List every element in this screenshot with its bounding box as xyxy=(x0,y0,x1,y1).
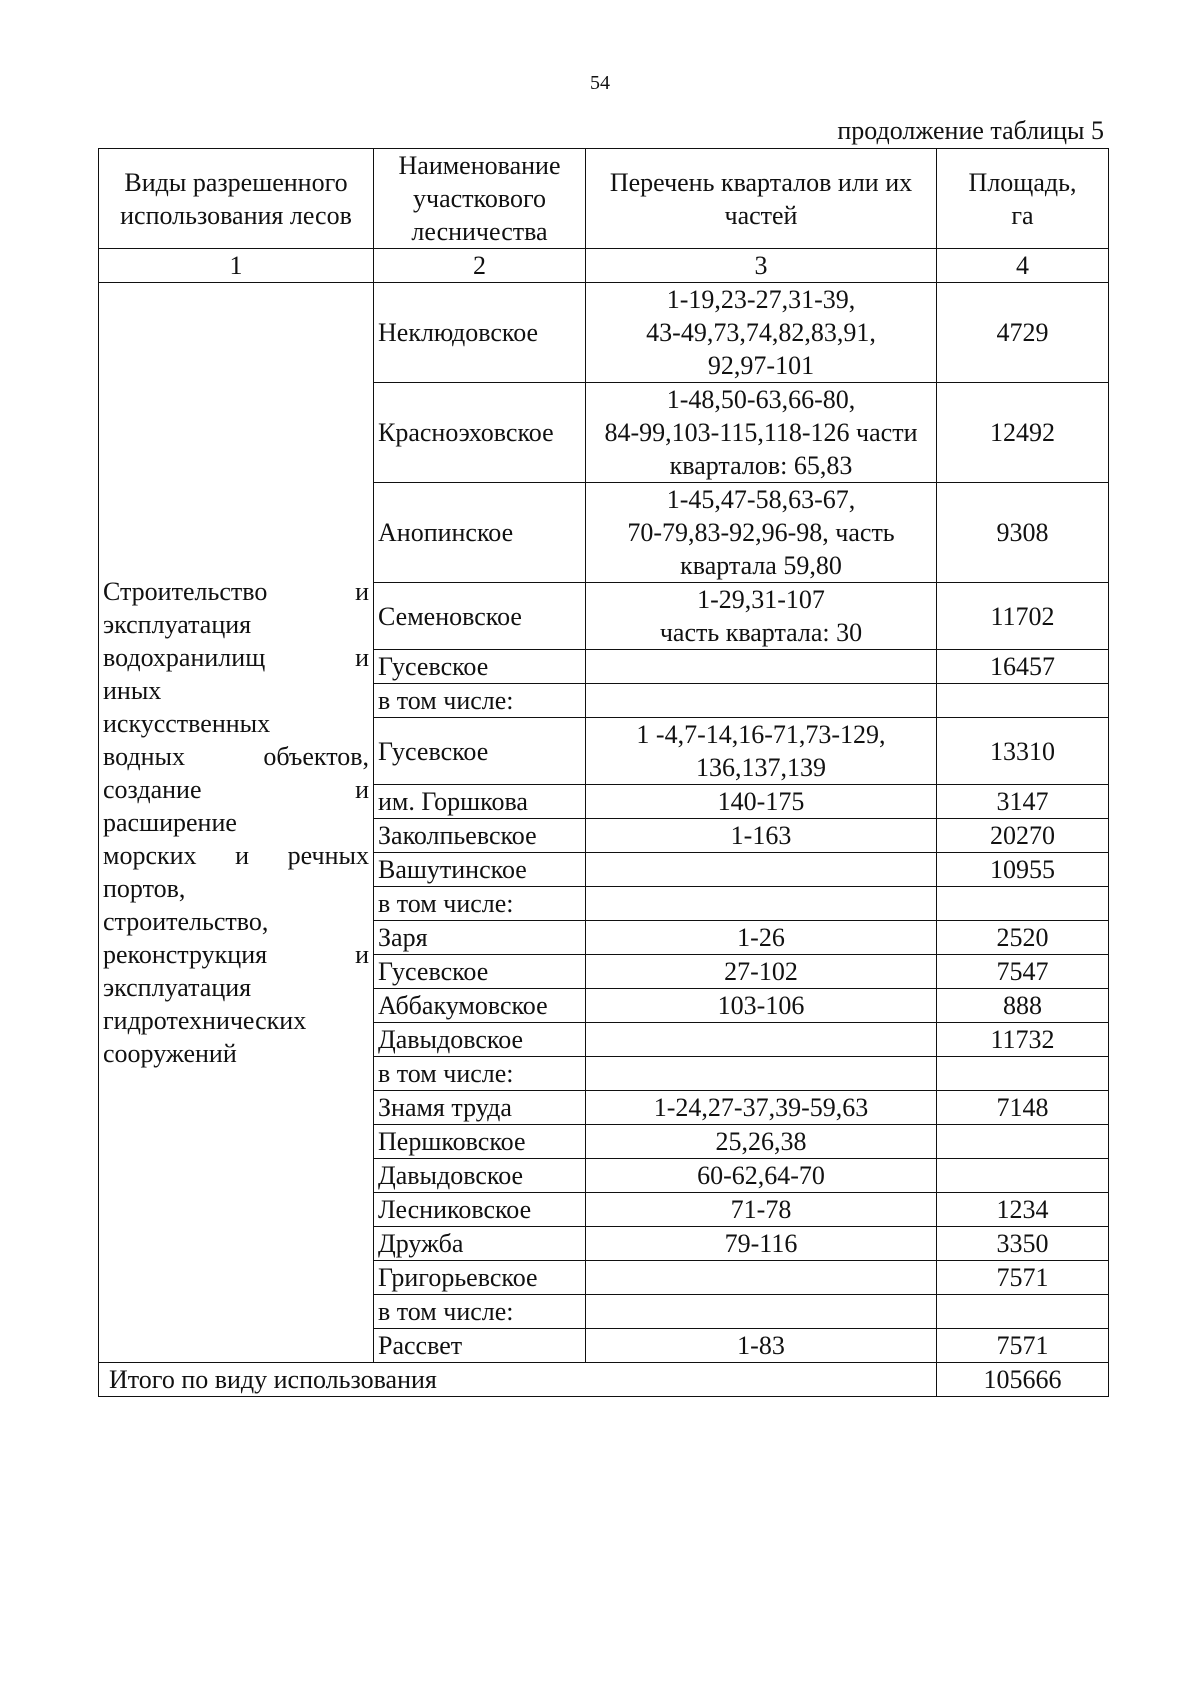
quarters-cell xyxy=(586,283,937,383)
table-continuation-label: продолжение таблицы 5 xyxy=(837,116,1104,145)
quarters-line: 60-62,64-70 xyxy=(697,1161,825,1190)
forestry-name-cell: им. Горшкова xyxy=(374,785,586,819)
forestry-name-cell: Давыдовское xyxy=(374,1023,586,1057)
forestry-name-cell: в том числе: xyxy=(374,887,586,921)
quarters-cell xyxy=(586,1023,937,1057)
quarters-cell xyxy=(586,1329,937,1363)
forestry-name-cell: Давыдовское xyxy=(374,1159,586,1193)
forestry-name-cell: Рассвет xyxy=(374,1329,586,1363)
area-cell: 888 xyxy=(937,989,1109,1023)
quarters-line: 1-26 xyxy=(737,923,785,952)
quarters-line: 25,26,38 xyxy=(715,1127,807,1156)
total-row xyxy=(99,1363,1109,1397)
column-numbers-row xyxy=(99,249,1109,283)
quarters-cell xyxy=(586,650,937,684)
usage-type-line: водохранилищ и xyxy=(103,643,369,672)
forestry-name-cell: Аббакумовское xyxy=(374,989,586,1023)
area-cell: 11732 xyxy=(937,1023,1109,1057)
quarters-line: 1-45,47-58,63-67, xyxy=(666,485,856,514)
total-area: 105666 xyxy=(937,1363,1109,1397)
area-cell: 10955 xyxy=(937,853,1109,887)
usage-type-line: Строительство и xyxy=(103,577,369,606)
quarters-line: кварталов: 65,83 xyxy=(669,451,853,480)
quarters-line: 1-24,27-37,39-59,63 xyxy=(653,1093,869,1122)
area-cell: 7148 xyxy=(937,1091,1109,1125)
forestry-name-cell: Першковское xyxy=(374,1125,586,1159)
quarters-line: 70-79,83-92,96-98, часть xyxy=(627,518,895,547)
quarters-cell xyxy=(586,1091,937,1125)
usage-type-line: морских и речных xyxy=(103,841,369,870)
quarters-line: 43-49,73,74,82,83,91, xyxy=(646,318,876,347)
usage-type-line: иных xyxy=(103,676,162,705)
area-cell xyxy=(937,684,1109,718)
quarters-line: 27-102 xyxy=(724,957,798,986)
quarters-cell xyxy=(586,1193,937,1227)
area-cell: 9308 xyxy=(937,483,1109,583)
quarters-line: 71-78 xyxy=(730,1195,792,1224)
usage-type-line: строительство, xyxy=(103,907,269,936)
quarters-line: квартала 59,80 xyxy=(680,551,842,580)
forestry-name-cell: Знамя труда xyxy=(374,1091,586,1125)
quarters-cell xyxy=(586,1057,937,1091)
area-cell: 7547 xyxy=(937,955,1109,989)
forestry-name-cell: Красноэховское xyxy=(374,383,586,483)
forestry-name-cell: Анопинское xyxy=(374,483,586,583)
usage-type-line: реконструкция и xyxy=(103,940,369,969)
quarters-cell xyxy=(586,1227,937,1261)
area-cell: 11702 xyxy=(937,583,1109,650)
area-cell: 13310 xyxy=(937,718,1109,785)
usage-type-line: эксплуатация xyxy=(103,973,252,1002)
usage-type-line: эксплуатация xyxy=(103,610,252,639)
quarters-line: 1-29,31-107 xyxy=(697,585,825,614)
quarters-cell xyxy=(586,989,937,1023)
quarters-cell xyxy=(586,1261,937,1295)
usage-type-line: портов, xyxy=(103,874,186,903)
quarters-cell xyxy=(586,921,937,955)
quarters-cell xyxy=(586,1295,937,1329)
forestry-name-cell: в том числе: xyxy=(374,1295,586,1329)
area-cell: 16457 xyxy=(937,650,1109,684)
quarters-cell xyxy=(586,483,937,583)
quarters-line: 1-83 xyxy=(737,1331,785,1360)
quarters-cell xyxy=(586,684,937,718)
quarters-cell xyxy=(586,785,937,819)
forestry-name-cell: в том числе: xyxy=(374,1057,586,1091)
forestry-name-cell: Лесниковское xyxy=(374,1193,586,1227)
area-cell: 7571 xyxy=(937,1261,1109,1295)
quarters-cell xyxy=(586,718,937,785)
total-label: Итого по виду использования xyxy=(99,1363,937,1397)
usage-type-line: расширение xyxy=(103,808,237,837)
forestry-name-cell: Григорьевское xyxy=(374,1261,586,1295)
quarters-cell xyxy=(586,1125,937,1159)
forestry-name-cell: Гусевское xyxy=(374,955,586,989)
column-number: 3 xyxy=(586,249,937,283)
area-cell: 12492 xyxy=(937,383,1109,483)
area-cell: 3350 xyxy=(937,1227,1109,1261)
table-row xyxy=(99,283,1109,383)
quarters-cell xyxy=(586,955,937,989)
column-number: 4 xyxy=(937,249,1109,283)
forestry-name-cell: Гусевское xyxy=(374,650,586,684)
area-cell: 20270 xyxy=(937,819,1109,853)
usage-type-line: создание и xyxy=(103,775,369,804)
quarters-line: 79-116 xyxy=(724,1229,798,1258)
quarters-line: 103-106 xyxy=(717,991,805,1020)
column-number: 2 xyxy=(374,249,586,283)
usage-type-cell xyxy=(99,283,374,1363)
quarters-line: 1-19,23-27,31-39, xyxy=(666,285,856,314)
area-cell: 7571 xyxy=(937,1329,1109,1363)
forestry-name-cell: Заря xyxy=(374,921,586,955)
area-cell xyxy=(937,1057,1109,1091)
quarters-line: 1-48,50-63,66-80, xyxy=(666,385,856,414)
quarters-line: 92,97-101 xyxy=(707,351,815,380)
forestry-name-cell: Неклюдовское xyxy=(374,283,586,383)
area-cell xyxy=(937,1125,1109,1159)
quarters-line: часть квартала: 30 xyxy=(659,618,863,647)
forestry-name-cell: Заколпьевское xyxy=(374,819,586,853)
area-cell xyxy=(937,887,1109,921)
header-forestry: Наименование участкового лесничества xyxy=(374,149,586,249)
header-quarters: Перечень кварталов или их частей xyxy=(586,149,937,249)
table-header-row xyxy=(99,149,1109,249)
quarters-line: 136,137,139 xyxy=(696,753,826,782)
quarters-cell xyxy=(586,1159,937,1193)
forestry-name-cell: Дружба xyxy=(374,1227,586,1261)
quarters-cell xyxy=(586,853,937,887)
quarters-cell xyxy=(586,583,937,650)
forestry-name-cell: Семеновское xyxy=(374,583,586,650)
forestry-name-cell: в том числе: xyxy=(374,684,586,718)
forest-usage-table xyxy=(98,148,1109,1397)
area-cell: 2520 xyxy=(937,921,1109,955)
forestry-name-cell: Вашутинское xyxy=(374,853,586,887)
quarters-line: 84-99,103-115,118-126 части xyxy=(604,418,918,447)
usage-type-line: водных объектов, xyxy=(103,742,369,771)
quarters-line: 1 -4,7-14,16-71,73-129, xyxy=(636,720,886,749)
quarters-line: 1-163 xyxy=(730,821,792,850)
usage-type-line: сооружений xyxy=(103,1039,237,1068)
usage-type-line: искусственных xyxy=(103,709,271,738)
quarters-cell xyxy=(586,383,937,483)
column-number: 1 xyxy=(99,249,374,283)
quarters-cell xyxy=(586,819,937,853)
area-cell xyxy=(937,1295,1109,1329)
quarters-line: 140-175 xyxy=(717,787,805,816)
area-cell xyxy=(937,1159,1109,1193)
quarters-cell xyxy=(586,887,937,921)
forestry-name-cell: Гусевское xyxy=(374,718,586,785)
header-area: Площадь, га xyxy=(937,149,1109,249)
area-cell: 1234 xyxy=(937,1193,1109,1227)
usage-type-line: гидротехнических xyxy=(103,1006,307,1035)
page-number: 54 xyxy=(590,72,610,94)
area-cell: 3147 xyxy=(937,785,1109,819)
area-cell: 4729 xyxy=(937,283,1109,383)
header-usage-type: Виды разрешенного использования лесов xyxy=(99,149,374,249)
